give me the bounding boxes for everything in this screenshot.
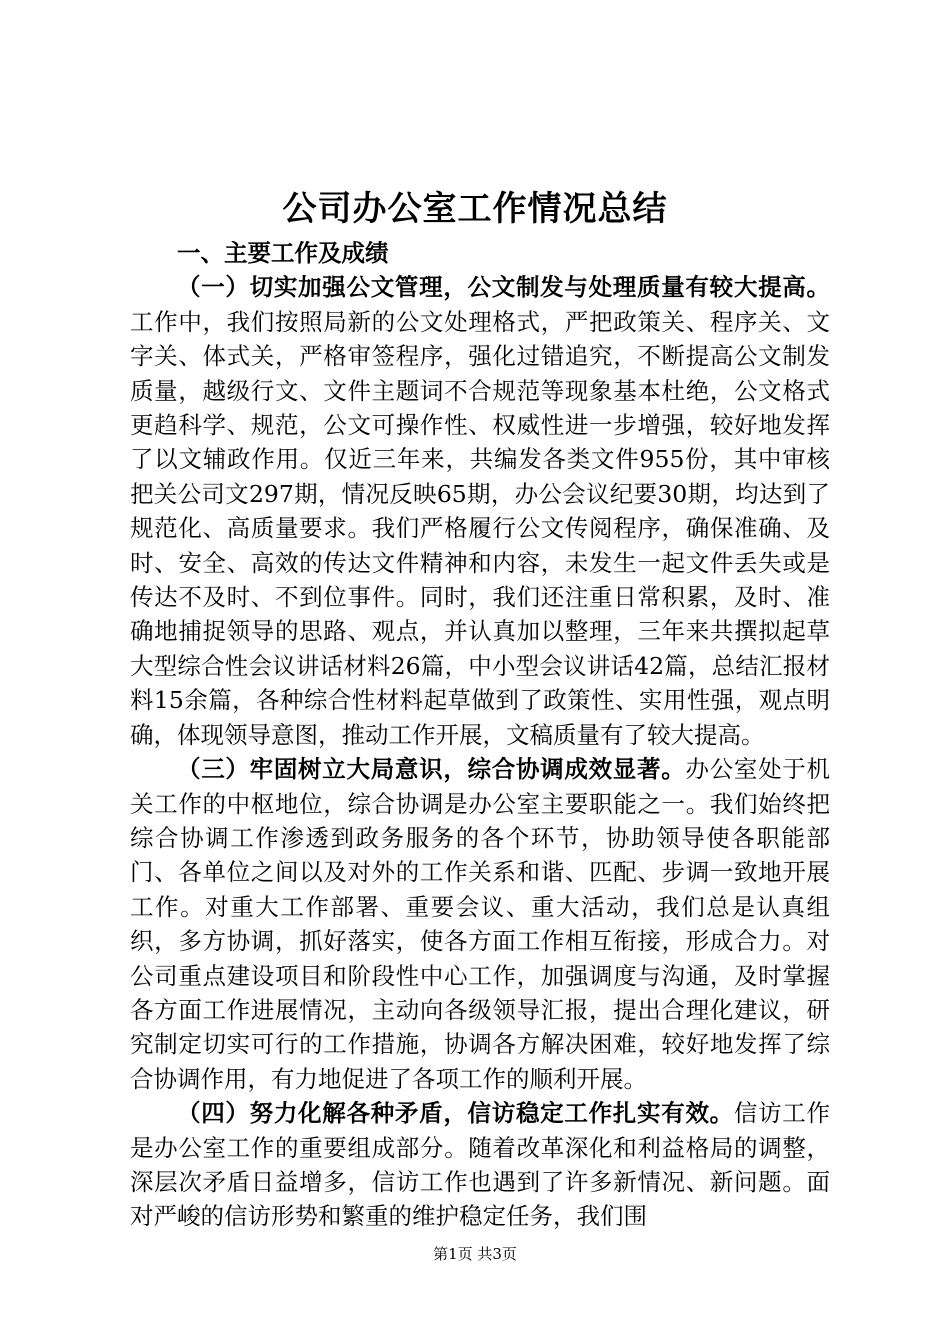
paragraph-3-lead: （四）努力化解各种矛盾，信访稳定工作扎实有效。 (177, 1099, 734, 1128)
section-heading: 一、主要工作及成绩 (177, 239, 389, 267)
paragraph-3 (130, 1096, 830, 1234)
paragraph-1-text: 工作中，我们按照局新的公文处理格式，严把政策关、程序关、文字关、体式关，严格审签程序，强化过错追究，不断提高公文制发质量，越级行文、文件主题词不合规范等现象基本杜绝，公文格式更趋科学、规范，公文可操作性、权威性进一步增强，较好地发挥了以文辅政作用。仅近三年来，共编发各类文件955份，其中审核把关公司文297期，情况反映65期，办公会议纪要30期，均达到了规范化、高质量要求。我们严格履行公文传阅程序，确保准确、及时、安全、高效的传达文件精神和内容，未发生一起文件丢失或是传达不及时、不到位事件。同时，我们还注重日常积累，及时、准确地捕捉领导的思路、观点，并认真加以整理，三年来共撰拟起草大型综合性会议讲话材料26篇，中小型会议讲话42篇，总结汇报材料15余篇，各种综合性材料起草做到了政策性、实用性强，观点明确，体现领导意图，推动工作开展，文稿质量有了较大提高。 (130, 307, 830, 749)
paragraph-2 (130, 752, 830, 1096)
paragraph-2-text: 办公室处于机关工作的中枢地位，综合协调是办公室主要职能之一。我们始终把综合协调工作渗透到政务服务的各个环节，协助领导使各职能部门、各单位之间以及对外的工作关系和谐、匹配、步调一致地开展工作。对重大工作部署、重要会议、重大活动，我们总是认真组织，多方协调，抓好落实，使各方面工作相互衔接，形成合力。对公司重点建设项目和阶段性中心工作，加强调度与沟通，及时掌握各方面工作进展情况，主动向各级领导汇报，提出合理化建议，研究制定切实可行的工作措施，协调各方解决困难，较好地发挥了综合协调作用，有力地促进了各项工作的顺利开展。 (130, 755, 831, 1093)
paragraph-1 (130, 270, 830, 752)
document-title: 公司办公室工作情况总结 (282, 189, 668, 229)
paragraph-3-text: 信访工作是办公室工作的重要组成部分。随着改革深化和利益格局的调整，深层次矛盾日益增多，信访工作也遇到了许多新情况、新问题。面对严峻的信访形势和繁重的维护稳定任务，我们围 (130, 1099, 831, 1231)
paragraph-1-lead: （一）切实加强公文管理，公文制发与处理质量有较大提高。 (177, 273, 830, 302)
document-body (130, 236, 830, 1234)
paragraph-2-lead: （三）牢固树立大局意识，综合协调成效显著。 (177, 755, 686, 784)
page-number-footer: 第1页 共3页 (433, 1245, 517, 1263)
